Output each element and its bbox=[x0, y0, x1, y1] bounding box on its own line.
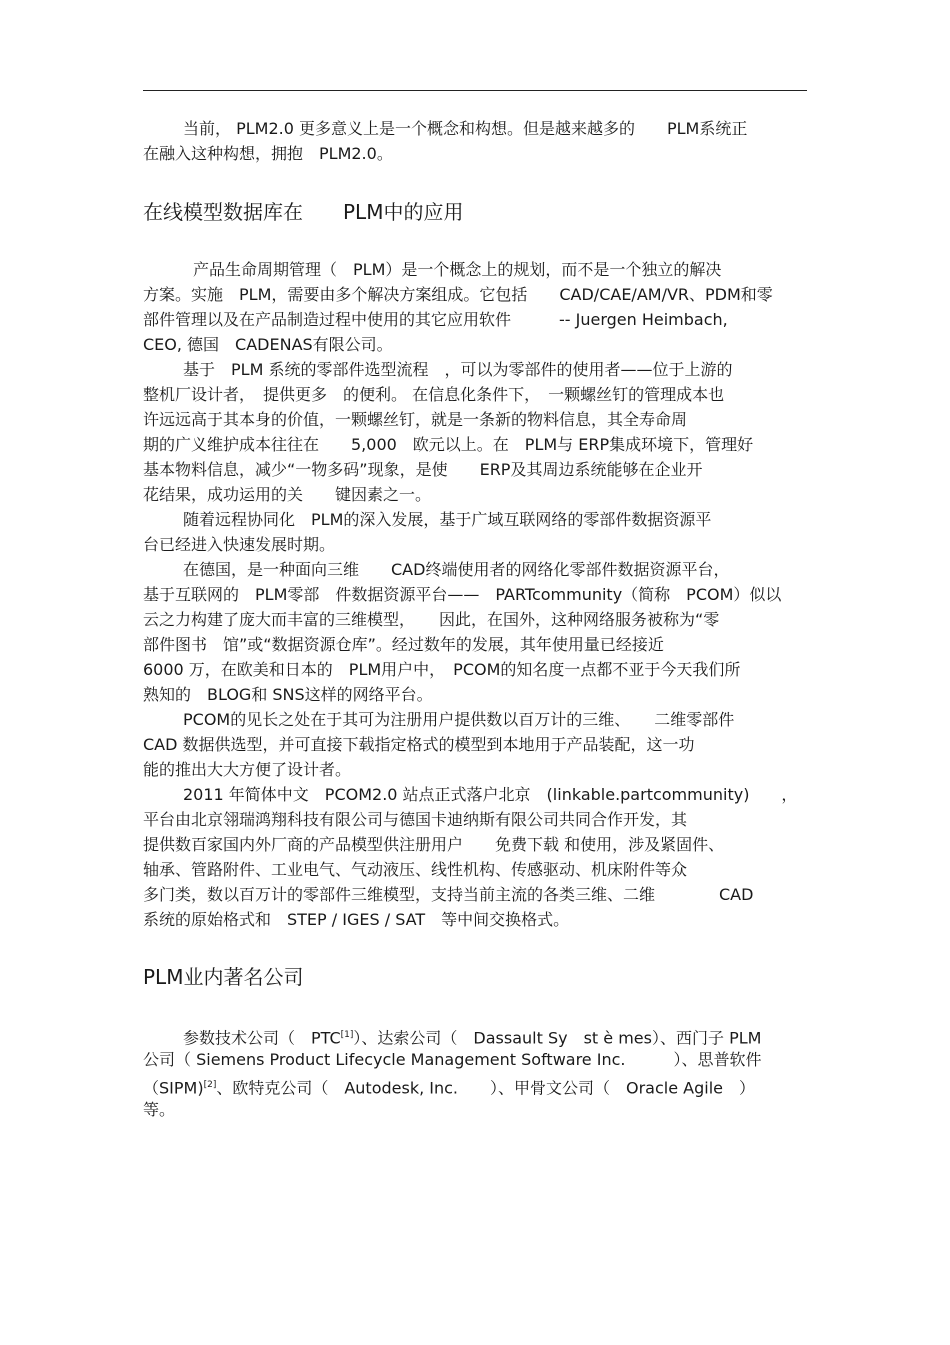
body-line: 随着远程协同化 PLM的深入发展，基于广域互联网络的零部件数据资源平 bbox=[183, 510, 712, 529]
companies-line-1 bbox=[183, 1024, 761, 1049]
body-line: CAD 数据供选型，并可直接下载指定格式的模型到本地用于产品装配，这一功 bbox=[143, 735, 695, 754]
body-line: 产品生命周期管理（ PLM）是一个概念上的规划，而不是一个独立的解决 bbox=[193, 260, 722, 279]
body-line: 系统的原始格式和 STEP / IGES / SAT 等中间交换格式。 bbox=[143, 910, 570, 929]
body-line: PCOM的见长之处在于其可为注册用户提供数以百万计的三维、 二维零部件 bbox=[183, 710, 735, 729]
body-line: 基本物料信息，减少“一物多码”现象，是使 ERP及其周边系统能够在企业开 bbox=[143, 460, 703, 479]
intro-line-2: 在融入这种构想，拥抱 PLM2.0。 bbox=[143, 144, 393, 163]
body-line: 熟知的 BLOG和 SNS这样的网络平台。 bbox=[143, 685, 433, 704]
body-line: CEO, 德国 CADENAS有限公司。 bbox=[143, 335, 393, 354]
header-rule bbox=[143, 90, 807, 91]
body-line: 提供数百家国内外厂商的产品模型供注册用户 免费下载 和使用，涉及紧固件、 bbox=[143, 835, 725, 854]
body-line: 基于互联网的 PLM零部 件数据资源平台—— PARTcommunity（简称 PCOM）似以 bbox=[143, 585, 782, 604]
body-line: 2011 年简体中文 PCOM2.0 站点正式落户北京 (linkable.partcommunity) ， bbox=[183, 785, 798, 804]
body-line: 许远远高于其本身的价值，一颗螺丝钉，就是一条新的物料信息，其全寿命周 bbox=[143, 410, 688, 429]
companies-text: （SIPM) bbox=[143, 1078, 204, 1098]
body-line: 整机厂设计者， 提供更多 的便利。 在信息化条件下， 一颗螺丝钉的管理成本也 bbox=[143, 385, 725, 404]
body-line: 在德国，是一种面向三维 CAD终端使用者的网络化零部件数据资源平台， bbox=[183, 560, 730, 579]
companies-line-4: 等。 bbox=[143, 1100, 176, 1119]
companies-text: 、欧特克公司（ Autodesk, Inc. ）、甲骨文公司（ Oracle Agile ） bbox=[216, 1078, 755, 1098]
body-line: 花结果，成功运用的关 键因素之一。 bbox=[143, 485, 432, 504]
body-line: 方案。实施 PLM，需要由多个解决方案组成。它包括 CAD/CAE/AM/VR、PDM和零 bbox=[143, 285, 773, 304]
body-line: 云之力构建了庞大而丰富的三维模型， 因此，在国外，这种网络服务被称为“零 bbox=[143, 610, 720, 629]
body-line: 台已经进入快速发展时期。 bbox=[143, 535, 336, 554]
body-line: 平台由北京翎瑞鸿翔科技有限公司与德国卡迪纳斯有限公司共同合作开发，其 bbox=[143, 810, 688, 829]
companies-line-3 bbox=[143, 1074, 755, 1099]
intro-line-1: 当前， PLM2.0 更多意义上是一个概念和构想。但是越来越多的 PLM系统正 bbox=[183, 119, 748, 138]
body-line: 部件管理以及在产品制造过程中使用的其它应用软件 -- Juergen Heimbach, bbox=[143, 310, 728, 329]
citation-ref-1[interactable]: [1] bbox=[340, 1030, 354, 1040]
section2-heading: PLM业内著名公司 bbox=[143, 965, 304, 989]
companies-line-2: 公司（ Siemens Product Lifecycle Management Software Inc. ）、思普软件 bbox=[143, 1050, 762, 1069]
body-line: 期的广义维护成本往往在 5,000 欧元以上。在 PLM与 ERP集成环境下，管理好 bbox=[143, 435, 754, 454]
section1-heading: 在线模型数据库在 PLM中的应用 bbox=[143, 200, 464, 224]
companies-text: ）、达索公司（ Dassault Sy st è mes）、西门子 PLM bbox=[353, 1028, 762, 1048]
body-line: 能的推出大大方便了设计者。 bbox=[143, 760, 352, 779]
body-line: 多门类，数以百万计的零部件三维模型，支持当前主流的各类三维、二维 CAD bbox=[143, 885, 754, 904]
body-line: 轴承、管路附件、工业电气、气动液压、线性机构、传感驱动、机床附件等众 bbox=[143, 860, 688, 879]
citation-ref-2[interactable]: [2] bbox=[203, 1080, 217, 1090]
body-line: 部件图书 馆”或“数据资源仓库”。经过数年的发展，其年使用量已经接近 bbox=[143, 635, 664, 654]
body-line: 基于 PLM 系统的零部件选型流程 ，可以为零部件的使用者——位于上游的 bbox=[183, 360, 733, 379]
body-line: 6000 万，在欧美和日本的 PLM用户中， PCOM的知名度一点都不亚于今天我们所 bbox=[143, 660, 741, 679]
companies-text: 参数技术公司（ PTC bbox=[183, 1028, 341, 1048]
